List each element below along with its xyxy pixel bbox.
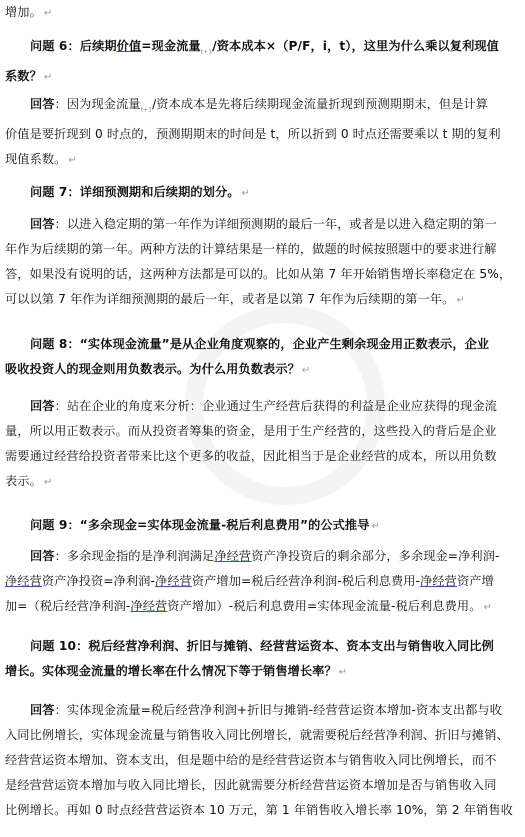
- question-10: 问题 10：税后经营净利润、折旧与摊销、经营营运资本、资本支出与销售收入同比例 增长。实体现金流量的增长率在什么情况下等于销售增长率？ ↵: [5, 639, 494, 678]
- answer-7: 回答：以进入稳定期的第一年作为详细预测期的最后一年，或者是以进入稳定期的第一 年作为后续期的第一年。两种方法的计算结果是一样的，做题的时候按照题中的要求进行解 答，如果没有说明的话，这两种方法都是可以的。比如从第 7 年开始销售增长率稳定在 5%， 可以以第 7 年作为详细预测期的最后一年，或者是以第 7 年作为后续期的第一年。 ↵: [5, 217, 512, 306]
- question-9: 问题 9：“多余现金=实体现金流量-税后利息费用”的公式推导 ↵: [30, 518, 380, 532]
- question-8: 问题 8：“实体现金流量”是从企业角度观察的，企业产生剩余现金用正数表示，企业 吸收投资人的现金则用负数表示。为什么用负数表示？ ↵: [5, 337, 490, 376]
- answer-6: 回答：因为现金流量$_{t+1}$/资本成本是先将后续期现金流量折现到预测期期末，但是计算 价值是要折现到 0 时点的，预测期期末的时间是 t，所以折到 0 时点还需要乘以 t 期的复利 现值系数。 ↵: [5, 97, 501, 167]
- question-7: 问题 7：详细预测期和后续期的划分。 ↵: [30, 185, 251, 199]
- answer-8: 回答：站在企业的角度来分析：企业通过生产经营后获得的利益是企业应获得的现金流 量，所以用正数表示。而从投资者筹集的资金，是用于生产经营的，这些投入的背后是企业 需要通过经营给投资者带来比这个更多的收益，因此相当于是企业经营的成本，所以用负数 表示。 ↵: [5, 399, 497, 488]
- question-6: 问题 6：后续期价值=现金流量$_{t+1}$/资本成本×（P/F，i，t），这里为什么乘以复利现值 系数？ ↵: [5, 39, 499, 84]
- intro-paragraph-tail: 增加。 ↵: [5, 5, 53, 19]
- answer-9: 回答：多余现金指的是净利润满足净经营资产净投资后的剩余部分，多余现金=净利润- 净经营资产净投资=净利润-净经营资产增加=税后经营净利润-税后利息费用-净经营资产增 加=（税后经营净利润-净经营资产增加）-税后利息费用=实体现金流量-税后利息费用。 ↵: [5, 549, 500, 613]
- answer-10: 回答：实体现金流量=税后经营净利润+折旧与摊销-经营营运资本增加-资本支出都与收 入同比例增长，实体现金流量与销售收入同比例增长，就需要税后经营净利润、折旧与摊销、 经营营运资本增加、资本支出，但是题中给的是经营营运资本与销售收入同比例增长，而不 是经营营运资本增加与收入同比增长，因此就需要分析经营营运资本增加是否与销售收入同 比例增长。再如 0 时点经营营运资本 10 万元，第 1 年销售收入增长率 10%，第 2 年销售收: [5, 703, 513, 817]
